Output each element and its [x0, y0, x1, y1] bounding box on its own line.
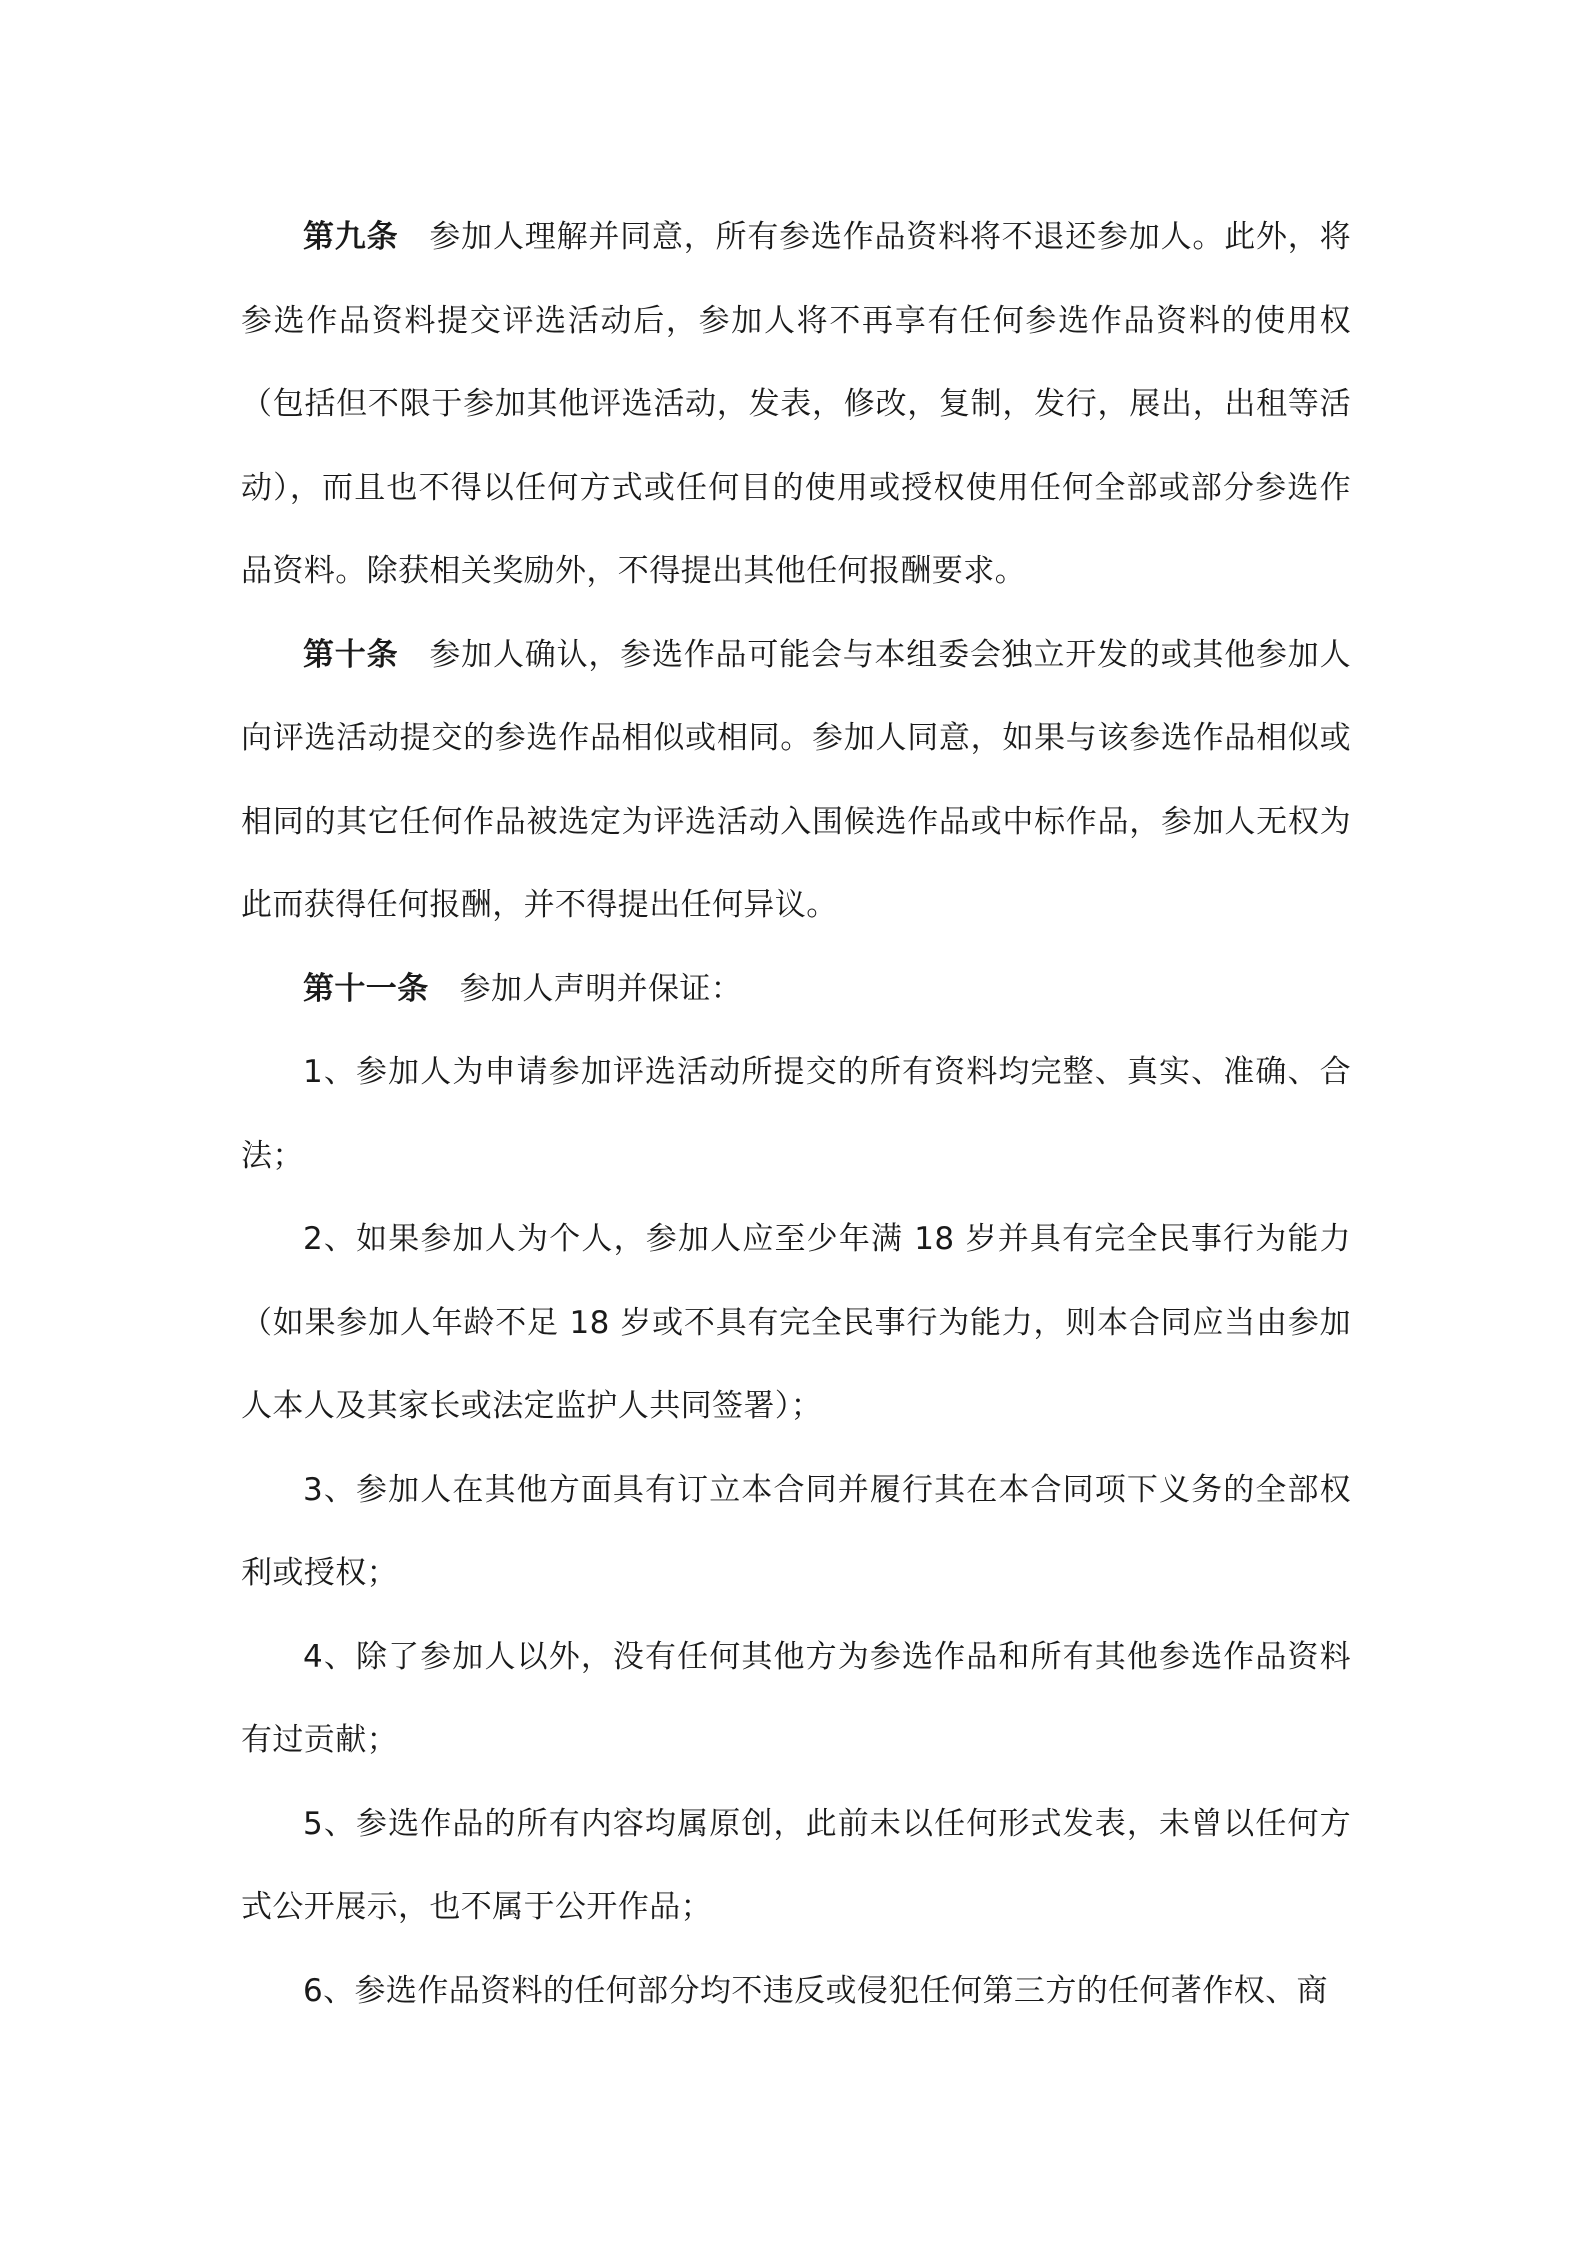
document-body: [241, 196, 1351, 2033]
article-9-paragraph: [241, 196, 1351, 614]
article-10-paragraph: [241, 614, 1351, 948]
article-10-text: 参加人确认，参选作品可能会与本组委会独立开发的或其他参加人向评选活动提交的参选作品相似或相同。参加人同意，如果与该参选作品相似或相同的其它任何作品被选定为评选活动入围候选作品或中标作品，参加人无权为此而获得任何报酬，并不得提出任何异议。: [241, 636, 1351, 923]
article-11-label: 第十一条: [303, 970, 429, 1007]
list-item: 5、参选作品的所有内容均属原创，此前未以任何形式发表，未曾以任何方式公开展示，也不属于公开作品；: [241, 1805, 1351, 1925]
list-item: 3、参加人在其他方面具有订立本合同并履行其在本合同项下义务的全部权利或授权；: [241, 1471, 1351, 1591]
list-item: 4、除了参加人以外，没有任何其他方为参选作品和所有其他参选作品资料有过贡献；: [241, 1638, 1351, 1758]
list-item: 2、如果参加人为个人，参加人应至少年满 18 岁并具有完全民事行为能力（如果参加人年龄不足 18 岁或不具有完全民事行为能力，则本合同应当由参加人本人及其家长或法定监护人共同签署）；: [241, 1221, 1351, 1424]
list-item: 6、参选作品资料的任何部分均不违反或侵犯任何第三方的任何著作权、商: [303, 1972, 1328, 2009]
article-9-text: 参加人理解并同意，所有参选作品资料将不退还参加人。此外，将参选作品资料提交评选活动后，参加人将不再享有任何参选作品资料的使用权（包括但不限于参加其他评选活动，发表，修改，复制，发行，展出，出租等活动），而且也不得以任何方式或任何目的使用或授权使用任何全部或部分参选作品资料。除获相关奖励外，不得提出其他任何报酬要求。: [241, 219, 1351, 589]
article-11-paragraph: [241, 948, 1351, 1032]
article-10-label: 第十条: [303, 636, 399, 673]
list-item: 1、参加人为申请参加评选活动所提交的所有资料均完整、真实、准确、合法；: [241, 1054, 1351, 1174]
article-11-text: 参加人声明并保证：: [459, 970, 743, 1007]
article-9-label: 第九条: [303, 219, 399, 255]
